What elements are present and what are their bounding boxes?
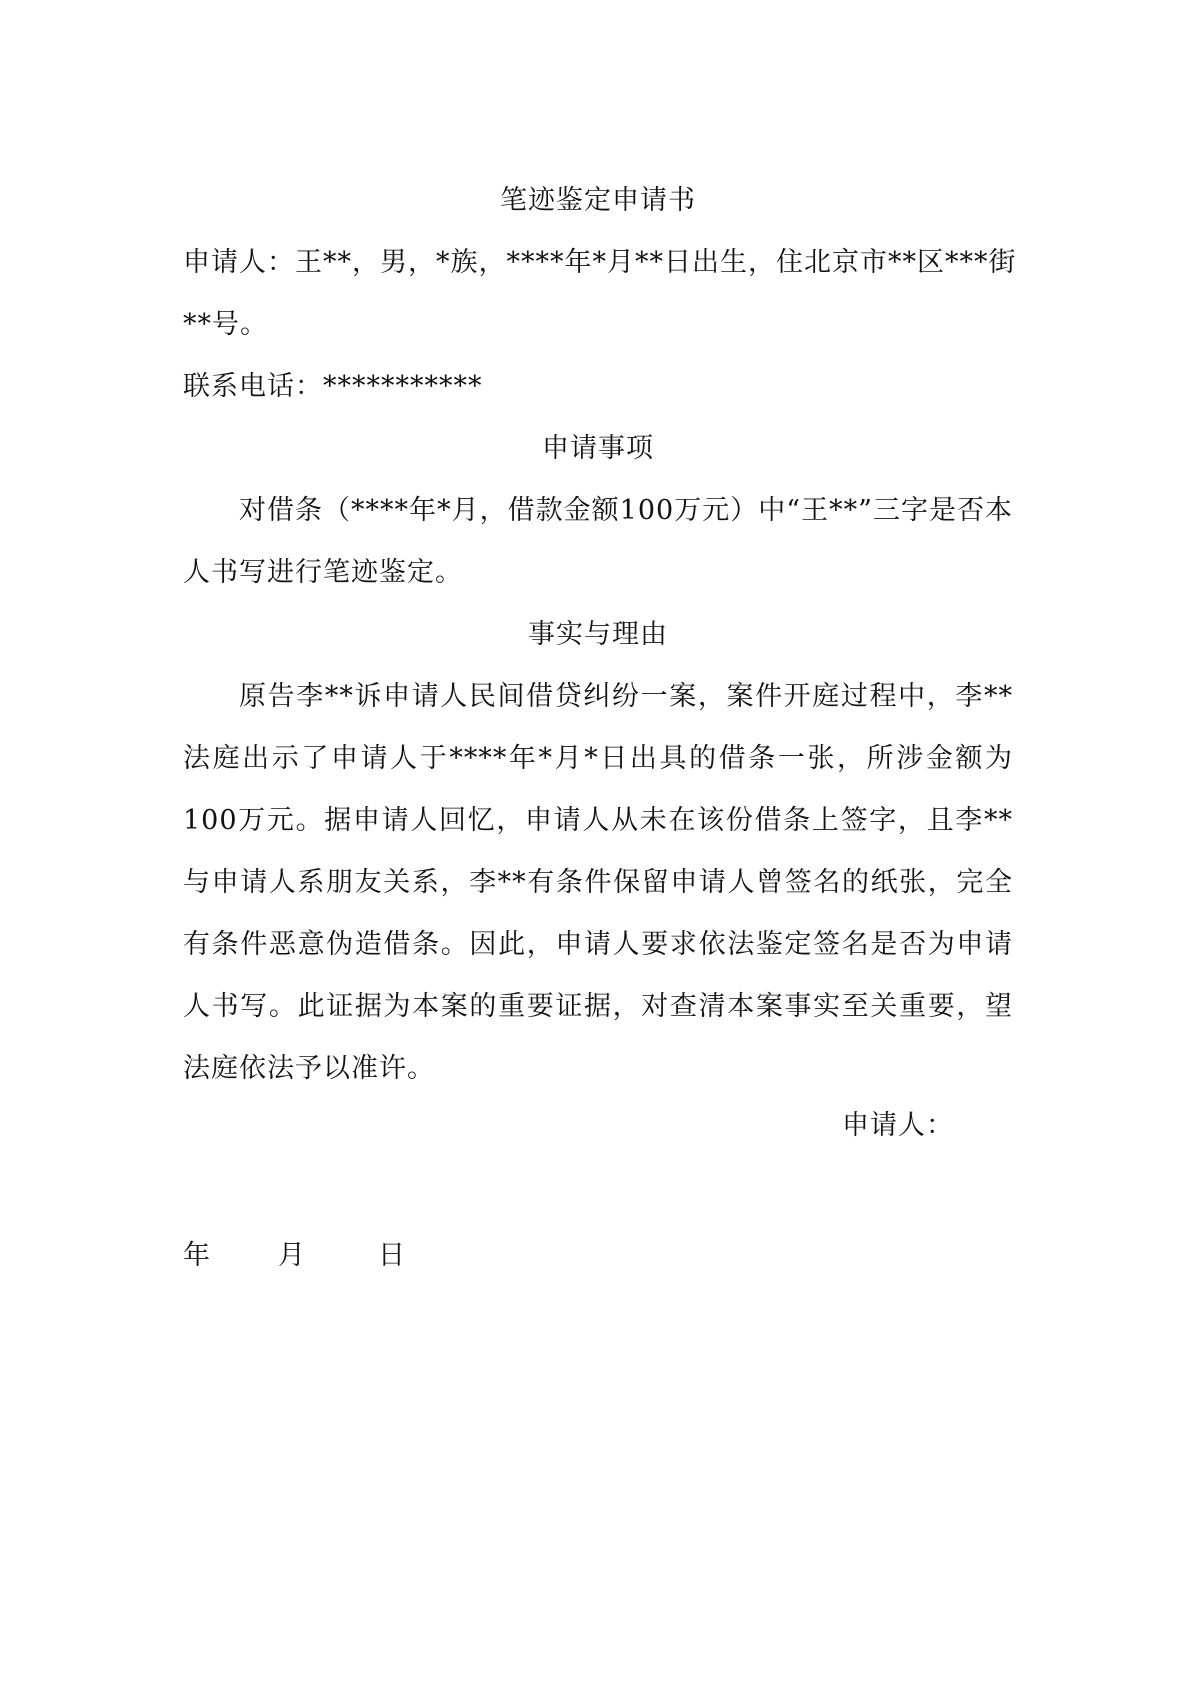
document-title: 笔迹鉴定申请书: [500, 185, 696, 216]
contact-phone: 联系电话：***********: [183, 371, 483, 402]
date-year: 年: [183, 1240, 210, 1271]
date-month: 月: [278, 1240, 305, 1271]
facts-heading: 事实与理由: [528, 619, 668, 650]
applicant-info-line-2: **号。: [183, 309, 268, 340]
document-body: [183, 170, 1017, 1100]
facts-paragraph: 原告李**诉申请人民间借贷纠纷一案，案件开庭过程中，李**法庭出示了申请人于****年*月*日出具的借条一张，所涉金额为100万元。据申请人回忆，申请人从未在该份借条上签字，且李**与申请人系朋友关系，李**有条件保留申请人曾签名的纸张，完全有条件恶意伪造借条。因此，申请人要求依法鉴定签名是否为申请人书写。此证据为本案的重要证据，对查清本案事实至关重要，望法庭依法予以准许。: [183, 681, 1013, 1084]
request-heading: 申请事项: [542, 433, 654, 464]
request-paragraph: 对借条（****年*月，借款金额100万元）中“王**”三字是否本人书写进行笔迹鉴定。: [183, 495, 1013, 588]
applicant-info-line-1: 申请人：王**，男，*族，****年*月**日出生，住北京市**区***街: [183, 247, 1017, 278]
date-line: [183, 1236, 418, 1276]
signature-label: 申请人：: [842, 1110, 954, 1141]
date-day: 日: [378, 1240, 405, 1271]
